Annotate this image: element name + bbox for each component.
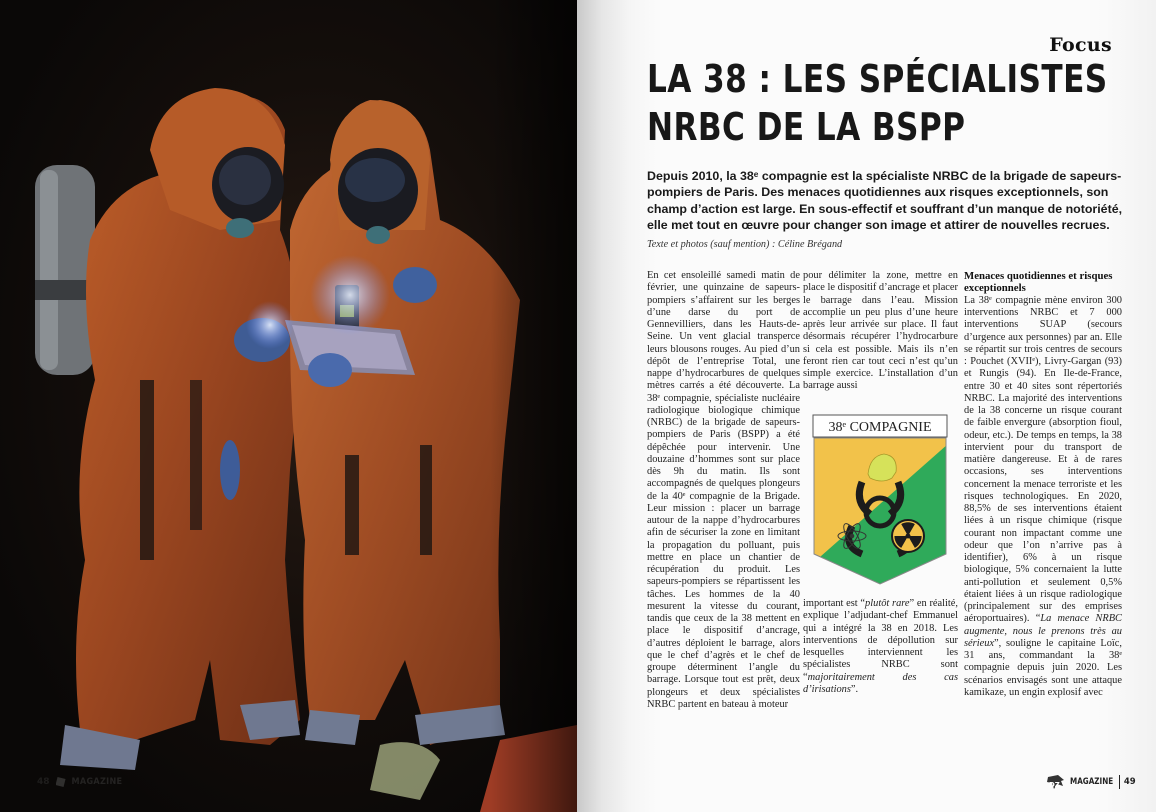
svg-text:DZ: DZ — [1049, 781, 1060, 789]
hazmat-photo — [0, 0, 577, 812]
byline: Texte et photos (sauf mention) : Céline Brégand — [647, 239, 843, 250]
right-page-footer — [1046, 774, 1136, 790]
left-magazine-label: MAGAZINE — [71, 777, 123, 787]
section-rubric: Focus — [1049, 34, 1112, 56]
right-magazine-label: MAGAZINE — [1070, 777, 1114, 787]
right-page-number: 49 — [1123, 777, 1136, 787]
column-3-text: La 38ᵉ compagnie mène environ 300 interventions NRBC et 7 000 interventions SUAP (secours d’urgence aux personnes) par an. Elle se répartit sur trois centres de secours : Pouchet (XVIIᵉ), Livry-Gargan (93) et Rungis (94). En Ile-de-France, entre 30 et 40 sites sont répertoriés NRBC. La majorité des interventions de la 38 concerne un risque courant de faible envergure (absorption fioul, odeur, etc.). De temps en temps, la 38 intervient pour du transport de matière dangereuse. Et à de rares occasions, ses interventions concernent la menace terroriste et les risques technologiques. En 2020, 88,5% de ses interventions étaient liées à un risque chimique (risque courant non impactant comme une odeur que l’on n’arrive pas à identifier), 6% à un risque biologique, 5% concernaient la lutte anti-pollution et seulement 0,5% étaient liées à un risque radiologique (principalement sur des emprises aéroportuaires). “La menace NRBC augmente, nous le prenons très au sérieux”, souligne le capitaine Loïc, 31 ans, commandant la 38ᵉ compagnie depuis juin 2020. Les scénarios envisagés sont une attaque kamikaze, un engin explosif avec — [964, 294, 1122, 698]
badge-label: 38ᵉ COMPAGNIE — [828, 420, 932, 435]
article-title — [647, 55, 1108, 151]
column-2-top-text: pour délimiter la zone, mettre en place le dispositif d’ancrage et placer le barrage dans l’eau. Mission accomplie un peu plus d’une heure après leur arrivée sur place. Il faut désormais récupérer l’hydrocarbure si cela est possible. Mais ils n’en feront rien car tout ceci n’est qu’un simple exercice. L’installation d’un barrage aussi — [803, 270, 958, 392]
article-lead: Depuis 2010, la 38ᵉ compagnie est la spécialiste NRBC de la brigade de sapeurs-pompiers de Paris. Des menaces quotidiennes aux risques exceptionnels, son champ d’action est large. En sous-effectif et souffrant d’un manque de notoriété, elle met tout en œuvre pour changer son image et attirer de nouvelles recrues. — [647, 169, 1123, 232]
quote-irisations: majoritairement des cas d’irisations — [803, 671, 958, 695]
quote-menace: La menace NRBC augmente, nous le prenons très au sérieux — [964, 613, 1122, 649]
title-line-1: LA 38 : LES SPÉCIALISTES — [647, 57, 1108, 101]
magazine-logo-icon — [56, 777, 66, 787]
column-3 — [964, 270, 1122, 699]
left-page-number: 48 — [37, 777, 50, 787]
column-2-top — [803, 270, 958, 393]
column-2-bottom-text: important est “plutôt rare” en réalité, explique l’adjudant-chef Emmanuel qui a intégré la 38 en 2018. Les interventions de dépollution sur lesquelles interviennent les spécialistes NRBC sont “majoritairement des cas d’irisations”. — [803, 598, 958, 695]
quote-plutot-rare: plutôt rare — [865, 598, 910, 609]
section-subhead: Menaces quotidiennes et risques exceptionnels — [964, 270, 1113, 295]
compagnie-badge — [812, 414, 948, 586]
photo-page — [0, 0, 577, 812]
article-page — [577, 0, 1156, 812]
left-page-footer — [37, 777, 122, 787]
footer-separator — [1119, 775, 1120, 789]
column-1-text: En cet ensoleillé samedi matin de février, une quinzaine de sapeurs-pompiers s’affairent sur les berges d’une darse du port de Gennevilliers, dans les Hauts-de-Seine. Un vent glacial transperce leurs blousons rouges. Au pied d’un dépôt de l’entreprise Total, une nappe d’hydrocarbures de quelques mètres carrés a été découverte. La 38ᵉ compagnie, spécialiste nucléaire radiologique biologique chimique (NRBC) de la brigade de sapeurs-pompiers de Paris (BSPP) a été dépêchée pour intervenir. Une douzaine d’hommes sont sur place dès 9h du matin. Ils sont accompagnés de quelques plongeurs de la 40ᵉ compagnie de la Brigade. Leur mission : placer un barrage autour de la nappe d’hydrocarbures afin de sécuriser la zone en limitant la propagation du polluant, puis mettre en place un chantier de récupération du produit. Les sapeurs-pompiers se répartissent les tâches. Les hommes de la 40 mesurent la vitesse du courant, tandis que ceux de la 38 mettent en place le dispositif d’ancrage, d’autres déploient le barrage, alors que le chef d’agrès et le chef de groupe déterminent l’angle du barrage. Lorsque tout est prêt, deux plongeurs et deux spécialistes NRBC partent en bateau à moteur — [647, 270, 800, 710]
column-1 — [647, 270, 800, 711]
radiation-icon — [892, 520, 924, 552]
column-2-bottom — [803, 598, 958, 696]
title-line-2: NRBC DE LA BSPP — [647, 105, 966, 149]
magazine-logo-icon — [1046, 774, 1066, 790]
